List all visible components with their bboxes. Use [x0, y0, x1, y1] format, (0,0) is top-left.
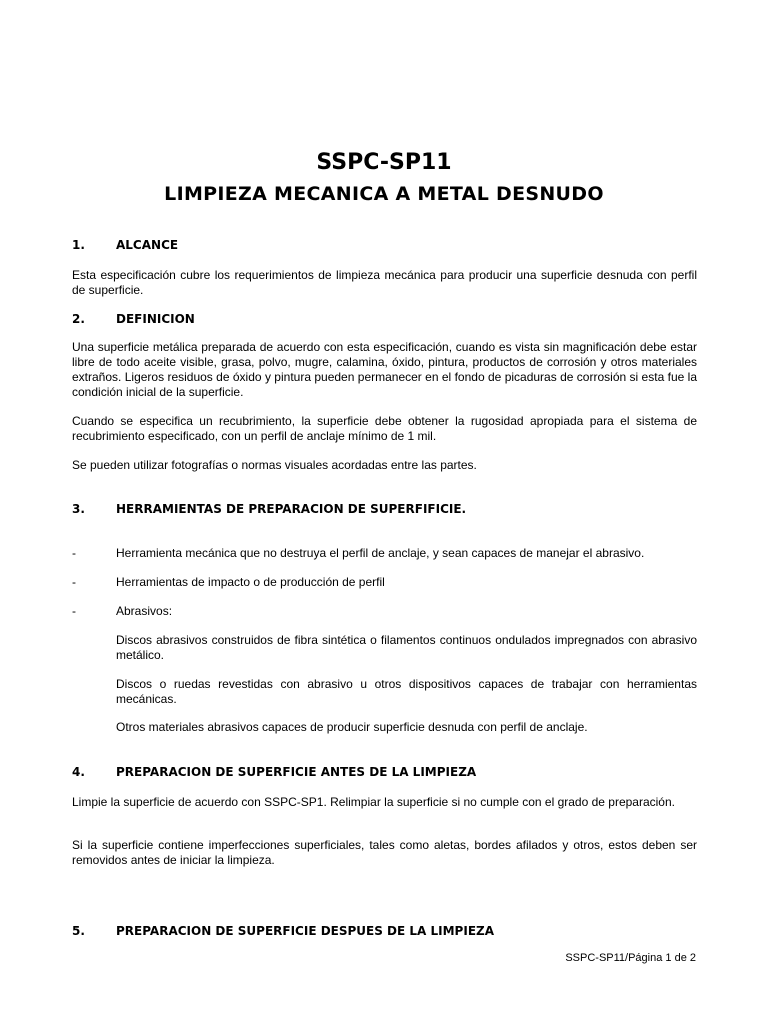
section-number: 4.	[72, 765, 85, 779]
section-title: HERRAMIENTAS DE PREPARACION DE SUPERFIFICIE.	[116, 502, 467, 516]
sub-paragraph-3: Otros materiales abrasivos capaces de producir superficie desnuda con perfil de anclaje.	[116, 720, 588, 734]
sub-paragraph-2: Discos o ruedas revestidas con abrasivo u otros dispositivos capaces de trabajar con herramientas mecánicas.	[116, 677, 697, 706]
section-number: 5.	[72, 924, 85, 938]
section-title: DEFINICION	[116, 312, 195, 326]
bullet-dash: -	[72, 604, 76, 618]
sub-paragraph-1: Discos abrasivos construidos de fibra sintética o filamentos continuos ondulados impregnados con abrasivo metálico.	[116, 633, 697, 662]
section-2-paragraph-2: Cuando se especifica un recubrimiento, la superficie debe obtener la rugosidad apropiada para el sistema de recubrimiento especificado, con un perfil de anclaje mínimo de 1 mil.	[72, 414, 697, 443]
document-title: SSPC-SP11	[316, 150, 452, 175]
page-footer: SSPC-SP11/Página 1 de 2	[565, 952, 696, 964]
section-number: 2.	[72, 312, 85, 326]
section-title: PREPARACION DE SUPERFICIE ANTES DE LA LIMPIEZA	[116, 765, 477, 779]
section-2-paragraph-3: Se pueden utilizar fotografías o normas visuales acordadas entre las partes.	[72, 458, 477, 472]
section-4-paragraph-2: Si la superficie contiene imperfecciones superficiales, tales como aletas, bordes afilados y otros, estos deben ser removidos antes de iniciar la limpieza.	[72, 838, 697, 867]
bullet-text: Herramienta mecánica que no destruya el perfil de anclaje, y sean capaces de manejar el abrasivo.	[116, 546, 645, 560]
bullet-dash: -	[72, 575, 76, 589]
bullet-text: Herramientas de impacto o de producción de perfil	[116, 575, 385, 589]
bullet-text: Abrasivos:	[116, 604, 173, 618]
section-number: 1.	[72, 238, 85, 252]
section-4-paragraph-1: Limpie la superficie de acuerdo con SSPC-SP1. Relimpiar la superficie si no cumple con el grado de preparación.	[72, 795, 675, 809]
section-title: PREPARACION DE SUPERFICIE DESPUES DE LA LIMPIEZA	[116, 924, 494, 938]
document-subtitle: LIMPIEZA MECANICA A METAL DESNUDO	[164, 183, 604, 205]
section-title: ALCANCE	[116, 238, 179, 252]
section-2-paragraph-1: Una superficie metálica preparada de acuerdo con esta especificación, cuando es vista sin magnificación debe estar libre de todo aceite visible, grasa, polvo, mugre, calamina, óxido, pintura, productos de corrosión y otros materiales extraños. Ligeros residuos de óxido y pintura pueden permanecer en el fondo de picaduras de corrosión si esta fue la condición inicial de la superficie.	[72, 340, 697, 399]
section-1-paragraph: Esta especificación cubre los requerimientos de limpieza mecánica para producir una superficie desnuda con perfil de superficie.	[72, 268, 697, 297]
section-number: 3.	[72, 502, 85, 516]
bullet-dash: -	[72, 546, 76, 560]
